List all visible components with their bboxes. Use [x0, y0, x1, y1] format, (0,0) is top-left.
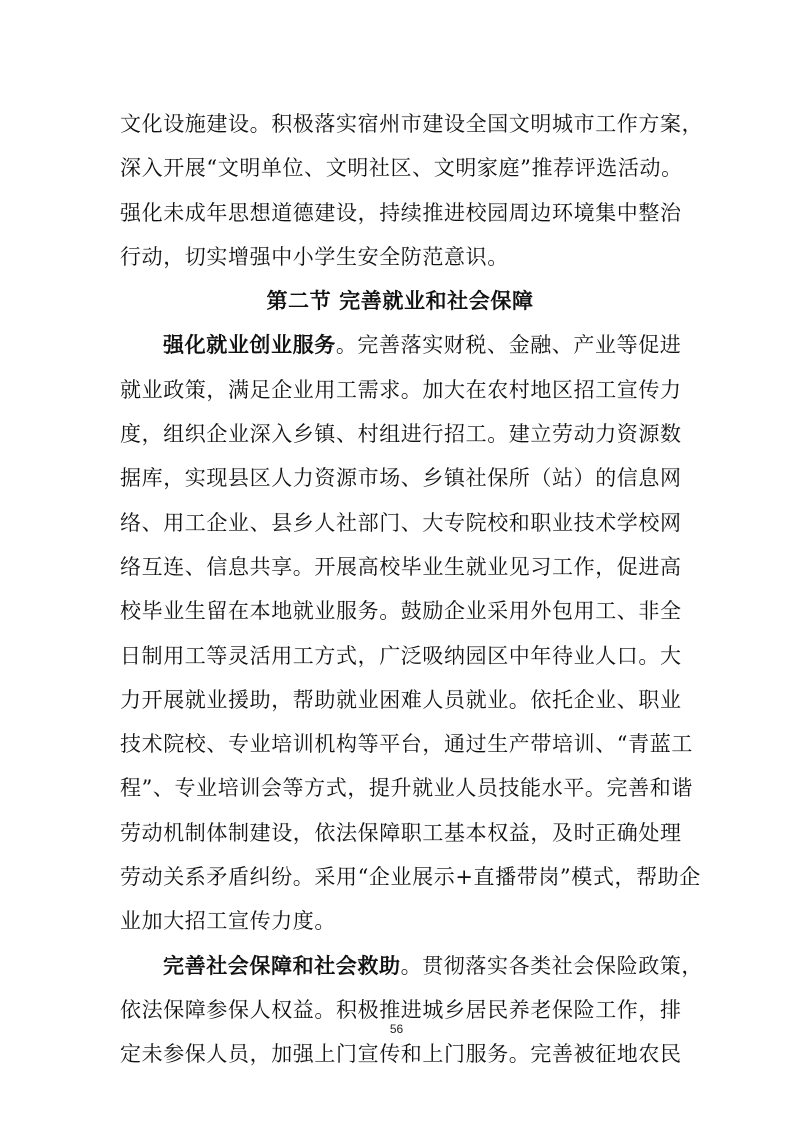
text-line: 校毕业生留在本地就业服务。鼓励企业采用外包用工、非全 [120, 599, 682, 624]
paragraph-first-line [120, 944, 704, 988]
text-line: 络、用工企业、县乡人社部门、大专院校和职业技术学校网 [120, 510, 682, 535]
text-line: 据库，实现县区人力资源市场、乡镇社保所（站）的信息网 [120, 466, 682, 491]
section-heading: 第二节 完善就业和社会保障 [266, 288, 534, 314]
paragraph-title: 强化就业创业服务 [163, 332, 336, 358]
text-line: 日制用工等灵活用工方式，广泛吸纳园区中年待业人口。大 [120, 643, 682, 668]
text-line: 业加大招工宣传力度。 [120, 909, 336, 934]
text-line: 深入开展“文明单位、文明社区、文明家庭”推荐评选活动。 [120, 156, 683, 181]
text-line: 劳动关系矛盾纠纷。采用“企业展示+直播带岗”模式，帮助企 [120, 865, 701, 890]
text-line: 力开展就业援助，帮助就业困难人员就业。依托企业、职业 [120, 687, 682, 712]
text-line: 文化设施建设。积极落实宿州市建设全国文明城市工作方案， [120, 112, 704, 136]
paragraph-text: 。贯彻落实各类社会保险政策， [400, 953, 704, 978]
text-line: 依法保障参保人权益。积极推进城乡居民养老保险工作，排 [120, 997, 682, 1022]
text-line: 度，组织企业深入乡镇、村组进行招工。建立劳动力资源数 [120, 422, 682, 447]
text-line: 行动，切实增强中小学生安全防范意识。 [120, 244, 509, 269]
text-line: 络互连、信息共享。开展高校毕业生就业见习工作，促进高 [120, 554, 682, 579]
paragraph-first-line [120, 323, 680, 367]
paragraph-title: 完善社会保障和社会救助 [163, 952, 401, 978]
body-text [120, 102, 704, 1077]
page-number: 56 [389, 1022, 404, 1036]
text-line: 技术院校、专业培训机构等平台，通过生产带培训、“青蓝工 [120, 732, 693, 757]
text-line: 强化未成年思想道德建设，持续推进校园周边环境集中整治 [120, 200, 682, 225]
text-line: 定未参保人员，加强上门宣传和上门服务。完善被征地农民 [120, 1042, 682, 1067]
paragraph-text: 。完善落实财税、金融、产业等促进 [335, 333, 682, 358]
text-line: 程”、专业培训会等方式，提升就业人员技能水平。完善和谐 [120, 776, 693, 801]
text-line: 就业政策，满足企业用工需求。加大在农村地区招工宣传力 [120, 377, 682, 402]
text-line: 劳动机制体制建设，依法保障职工基本权益，及时正确处理 [120, 820, 682, 845]
